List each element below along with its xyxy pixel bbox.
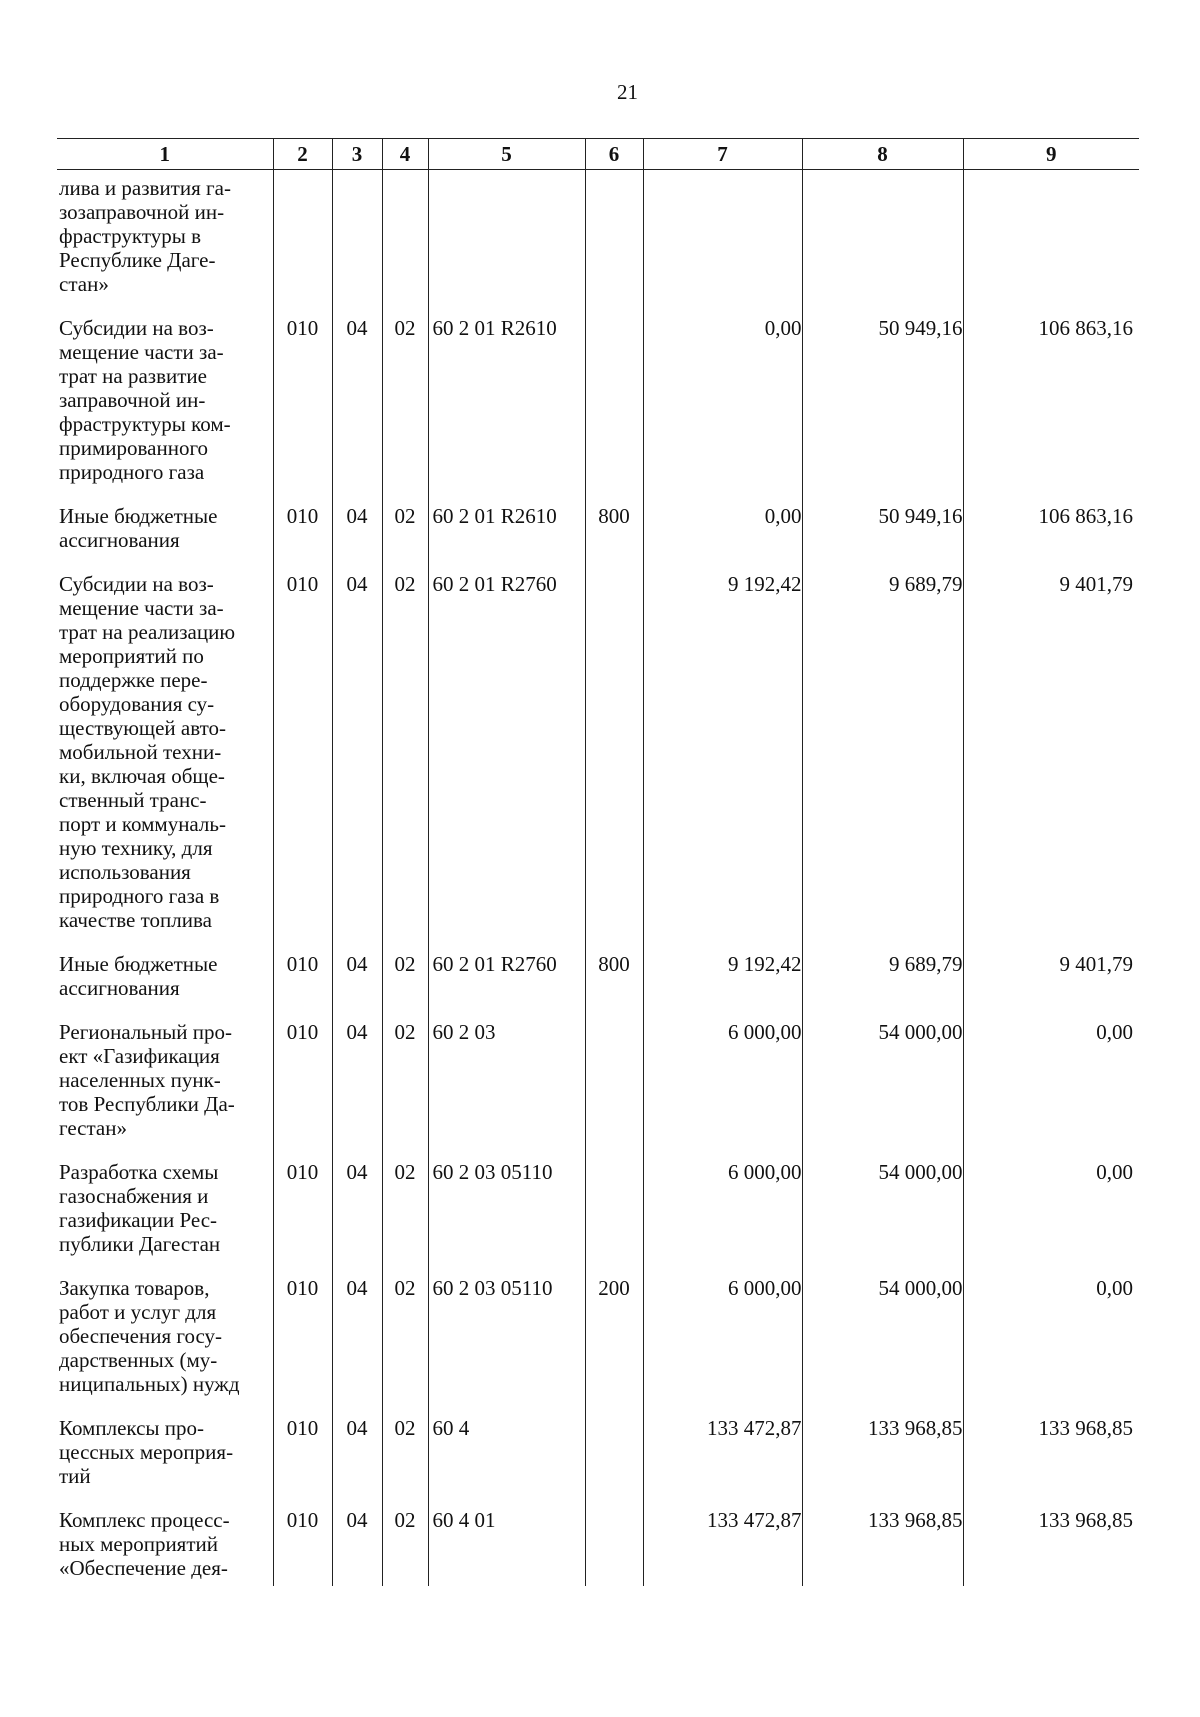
cell-amount-col9: 106 863,16	[963, 504, 1139, 572]
cell-name: Иные бюджетные ассигнования	[59, 952, 218, 1000]
table-row	[57, 316, 1139, 504]
cell-grbs: 010	[273, 316, 332, 504]
cell-amount-col7	[643, 170, 802, 317]
cell-kcsr: 60 2 01 R2610	[428, 316, 585, 504]
cell-grbs: 010	[273, 1160, 332, 1276]
cell-amount-col8: 50 949,16	[802, 504, 963, 572]
header-row	[57, 139, 1139, 170]
cell-rz: 04	[332, 1160, 382, 1276]
cell-pr: 02	[382, 572, 428, 952]
cell-vr	[585, 1416, 643, 1508]
cell-amount-col7: 133 472,87	[643, 1416, 802, 1508]
table-row	[57, 1020, 1139, 1160]
header-col-1: 1	[57, 139, 273, 170]
cell-name: Закупка товаров, работ и услуг для обеспечения госу- дарственных (му- ниципальных) нужд	[59, 1276, 240, 1396]
cell-kcsr: 60 2 03 05110	[428, 1276, 585, 1416]
cell-amount-col9: 9 401,79	[963, 572, 1139, 952]
cell-grbs	[273, 170, 332, 317]
cell-pr: 02	[382, 952, 428, 1020]
page-number: 21	[617, 80, 638, 104]
cell-kcsr: 60 2 01 R2610	[428, 504, 585, 572]
cell-vr: 200	[585, 1276, 643, 1416]
cell-amount-col9: 133 968,85	[963, 1508, 1139, 1586]
table-row	[57, 1160, 1139, 1276]
cell-kcsr: 60 2 01 R2760	[428, 572, 585, 952]
budget-table	[57, 138, 1139, 1586]
cell-amount-col9: 0,00	[963, 1020, 1139, 1160]
cell-amount-col8: 9 689,79	[802, 572, 963, 952]
cell-pr: 02	[382, 1276, 428, 1416]
cell-pr: 02	[382, 1020, 428, 1160]
cell-amount-col7: 6 000,00	[643, 1276, 802, 1416]
cell-rz: 04	[332, 1020, 382, 1160]
cell-kcsr: 60 4	[428, 1416, 585, 1508]
cell-amount-col9: 0,00	[963, 1160, 1139, 1276]
cell-amount-col7: 9 192,42	[643, 572, 802, 952]
cell-grbs: 010	[273, 1416, 332, 1508]
cell-grbs: 010	[273, 952, 332, 1020]
cell-amount-col8: 133 968,85	[802, 1508, 963, 1586]
cell-pr: 02	[382, 1160, 428, 1276]
cell-name: Субсидии на воз- мещение части за- трат на реализацию мероприятий по поддержке пере- оборудования су- ществующей авто- мобильной техни- ки, включая обще- ственный транс- порт и коммуналь- ную технику, для использования природного газа в качестве топлива	[59, 572, 236, 932]
cell-rz: 04	[332, 316, 382, 504]
cell-kcsr	[428, 170, 585, 317]
cell-kcsr: 60 2 03 05110	[428, 1160, 585, 1276]
cell-amount-col9: 133 968,85	[963, 1416, 1139, 1508]
cell-amount-col8: 133 968,85	[802, 1416, 963, 1508]
header-col-3: 3	[332, 139, 382, 170]
cell-name: Комплекс процесс- ных мероприятий «Обеспечение дея-	[59, 1508, 230, 1580]
cell-amount-col7: 6 000,00	[643, 1160, 802, 1276]
header-col-4: 4	[382, 139, 428, 170]
cell-rz: 04	[332, 952, 382, 1020]
cell-amount-col8: 54 000,00	[802, 1020, 963, 1160]
cell-amount-col9: 106 863,16	[963, 316, 1139, 504]
cell-rz: 04	[332, 504, 382, 572]
cell-pr: 02	[382, 1416, 428, 1508]
cell-grbs: 010	[273, 572, 332, 952]
cell-kcsr: 60 2 01 R2760	[428, 952, 585, 1020]
table-row	[57, 1276, 1139, 1416]
cell-amount-col9: 0,00	[963, 1276, 1139, 1416]
cell-kcsr: 60 2 03	[428, 1020, 585, 1160]
cell-rz: 04	[332, 1416, 382, 1508]
cell-amount-col7: 0,00	[643, 504, 802, 572]
table-row	[57, 170, 1139, 317]
cell-pr: 02	[382, 504, 428, 572]
cell-amount-col8: 54 000,00	[802, 1276, 963, 1416]
cell-vr	[585, 170, 643, 317]
cell-amount-col7: 9 192,42	[643, 952, 802, 1020]
header-col-9: 9	[963, 139, 1139, 170]
cell-pr: 02	[382, 316, 428, 504]
cell-name: Субсидии на воз- мещение части за- трат на развитие заправочной ин- фраструктуры ком- примированного природного газа	[59, 316, 231, 484]
table-row	[57, 572, 1139, 952]
cell-name: лива и развития га- зозаправочной ин- фраструктуры в Республике Даге- стан»	[59, 176, 231, 296]
cell-vr: 800	[585, 952, 643, 1020]
cell-name: Комплексы про- цессных мероприя- тий	[59, 1416, 234, 1488]
cell-kcsr: 60 4 01	[428, 1508, 585, 1586]
cell-amount-col8: 54 000,00	[802, 1160, 963, 1276]
cell-amount-col9	[963, 170, 1139, 317]
cell-name: Иные бюджетные ассигнования	[59, 504, 218, 552]
cell-rz: 04	[332, 1276, 382, 1416]
cell-amount-col8	[802, 170, 963, 317]
cell-pr: 02	[382, 1508, 428, 1586]
cell-amount-col7: 133 472,87	[643, 1508, 802, 1586]
cell-amount-col8: 9 689,79	[802, 952, 963, 1020]
header-col-6: 6	[585, 139, 643, 170]
table-row	[57, 1508, 1139, 1586]
table-row	[57, 504, 1139, 572]
table-row	[57, 952, 1139, 1020]
table-header	[57, 139, 1139, 170]
table-row	[57, 1416, 1139, 1508]
cell-vr	[585, 1160, 643, 1276]
table-body	[57, 170, 1139, 1587]
cell-vr: 800	[585, 504, 643, 572]
cell-amount-col7: 0,00	[643, 316, 802, 504]
header-col-5: 5	[428, 139, 585, 170]
cell-amount-col7: 6 000,00	[643, 1020, 802, 1160]
cell-grbs: 010	[273, 1276, 332, 1416]
cell-grbs: 010	[273, 504, 332, 572]
header-col-8: 8	[802, 139, 963, 170]
cell-grbs: 010	[273, 1508, 332, 1586]
cell-rz	[332, 170, 382, 317]
cell-name: Региональный про- ект «Газификация населенных пунк- тов Республики Да- гестан»	[59, 1020, 235, 1140]
cell-vr	[585, 572, 643, 952]
cell-vr	[585, 1508, 643, 1586]
cell-grbs: 010	[273, 1020, 332, 1160]
cell-vr	[585, 1020, 643, 1160]
cell-rz: 04	[332, 572, 382, 952]
header-col-7: 7	[643, 139, 802, 170]
cell-amount-col8: 50 949,16	[802, 316, 963, 504]
cell-vr	[585, 316, 643, 504]
cell-name: Разработка схемы газоснабжения и газификации Рес- публики Дагестан	[59, 1160, 221, 1256]
cell-pr	[382, 170, 428, 317]
cell-amount-col9: 9 401,79	[963, 952, 1139, 1020]
cell-rz: 04	[332, 1508, 382, 1586]
header-col-2: 2	[273, 139, 332, 170]
